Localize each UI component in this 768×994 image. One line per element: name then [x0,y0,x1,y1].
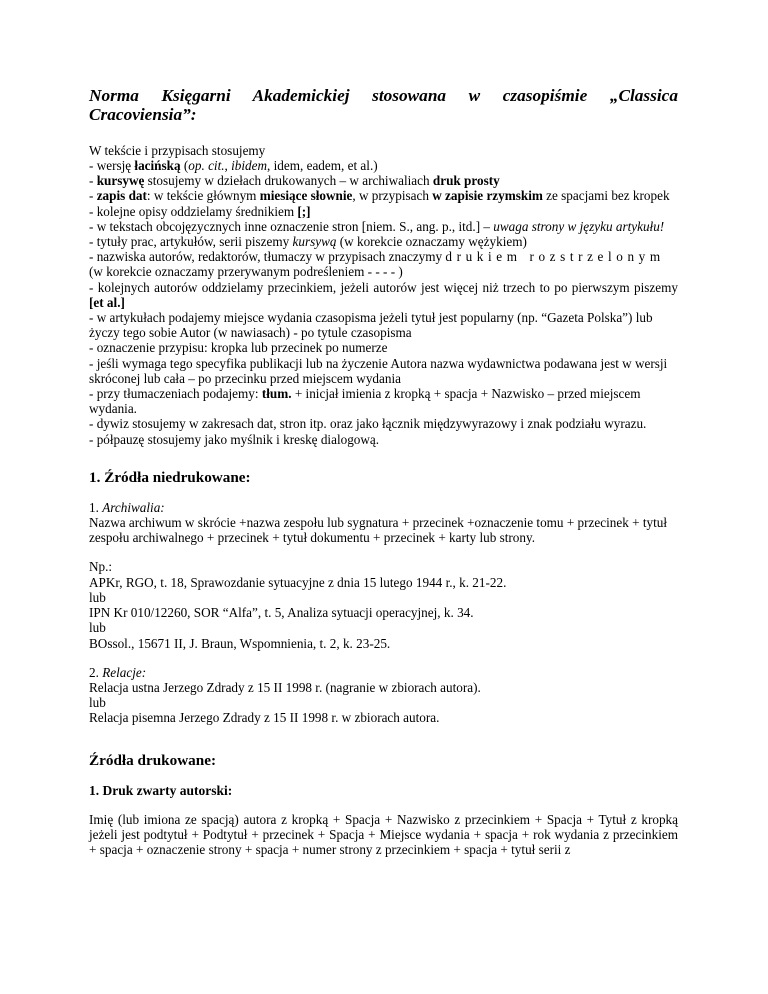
relacje-block [89,665,678,726]
section-heading-printed: Źródła drukowane: [89,751,217,769]
rule-latin: - wersję łacińską (op. cit., ibidem, idem, eadem, et al.) [89,158,378,174]
rule-footnote-mark: - oznaczenie przypisu: kropka lub przecinek po numerze [89,340,388,356]
example-or: lub [89,620,106,636]
relacje-label: 2. Relacje: [89,664,147,680]
example-line: IPN Kr 010/12260, SOR “Alfa”, t. 5, Analiza sytuacji operacyjnej, k. 34. [89,605,474,621]
rule-foreign-pages: - w tekstach obcojęzycznych inne oznaczenie stron [niem. S., ang. p., itd.] – uwaga strony w języku artykułu! [89,218,665,234]
rules-intro: W tekście i przypisach stosujemy [89,142,266,158]
rules-list [89,143,678,447]
example-or: lub [89,695,106,711]
rule-publisher: - jeśli wymaga tego specyfika publikacji lub na życzenie Autora nazwa wydawnictwa podawana jest w wersji skróconej lub cała – po przecinku przed miejscem wydania [89,355,668,386]
example-line: Relacja pisemna Jerzego Zdrady z 15 II 1998 r. w zbiorach autora. [89,710,440,726]
page-title [89,86,678,125]
section-heading-unprinted: 1. Źródła niedrukowane: [89,468,251,486]
document-body [89,86,678,857]
archiwalia-text: Nazwa archiwum w skrócie +nazwa zespołu lub sygnatura + przecinek +oznaczenie tomu + przecinek + tytuł zespołu archiwalnego + przecinek + tytuł dokumentu + przecinek + karty lub strony. [89,515,668,546]
archiwalia-block [89,500,678,651]
example-line: BOssol., 15671 II, J. Braun, Wspomnienia, t. 2, k. 23-25. [89,635,391,651]
rule-translation: - przy tłumaczeniach podajemy: tłum. + inicjał imienia z kropką + spacja + Nazwisko – przed miejscem wydania. [89,386,641,417]
title-line-2: Cracoviensia”: [89,105,197,125]
example-label: Np.: [89,559,113,575]
rule-en-dash: - półpauzę stosujemy jako myślnik i kreskę dialogową. [89,431,380,447]
archiwalia-label: 1. Archiwalia: [89,499,165,515]
rule-names: - nazwiska autorów, redaktorów, tłumaczy w przypisach znaczymy drukiem rozstrzelonym (w korekcie oznaczamy przerywanym podreśleniem - - - - ) [89,249,665,280]
rule-authors: - kolejnych autorów oddzielamy przecinkiem, jeżeli autorów jest więcej niż trzech to po pierwszym piszemy [et al.] [89,279,678,310]
printed-format-text: Imię (lub imiona ze spacją) autora z kropką + Spacja + Nazwisko z przecinkiem + Spacja + Tytuł z kropką jeżeli jest podtytuł + Podtytuł + przecinek + Spacja + Miejsce wydania + spacja + rok wydania z przecinkiem + spacja + oznaczenie strony + spacja + numer strony z przecinkiem + spacja + tytuł serii z [89,811,678,857]
title-line-1: Norma Księgarni Akademickiej stosowana w czasopiśmie „Classica [89,86,678,105]
example-or: lub [89,589,106,605]
rule-place: - w artykułach podajemy miejsce wydania czasopisma jeżeli tytuł jest popularny (np. “Gazeta Polska”) lub życzy tego sobie Autor (w nawiasach) - po tytule czasopisma [89,310,653,341]
example-line: APKr, RGO, t. 18, Sprawozdanie sytuacyjne z dnia 15 lutego 1944 r., k. 21-22. [89,574,507,590]
rule-italic: - kursywę stosujemy w dziełach drukowanych – w archiwaliach druk prosty [89,173,500,189]
rule-titles: - tytuły prac, artykułów, serii piszemy kursywą (w korekcie oznaczamy wężykiem) [89,234,527,250]
example-line: Relacja ustna Jerzego Zdrady z 15 II 1998 r. (nagranie w zbiorach autora). [89,679,481,695]
rule-semicolon: - kolejne opisy oddzielamy średnikiem [;] [89,203,311,219]
rule-dates: - zapis dat: w tekście głównym miesiące słownie, w przypisach w zapisie rzymskim ze spacjami bez kropek [89,188,670,204]
rule-hyphen: - dywiz stosujemy w zakresach dat, stron itp. oraz jako łącznik międzywyrazowy i znak podziału wyrazu. [89,416,647,432]
subsection-heading: 1. Druk zwarty autorski: [89,782,233,798]
